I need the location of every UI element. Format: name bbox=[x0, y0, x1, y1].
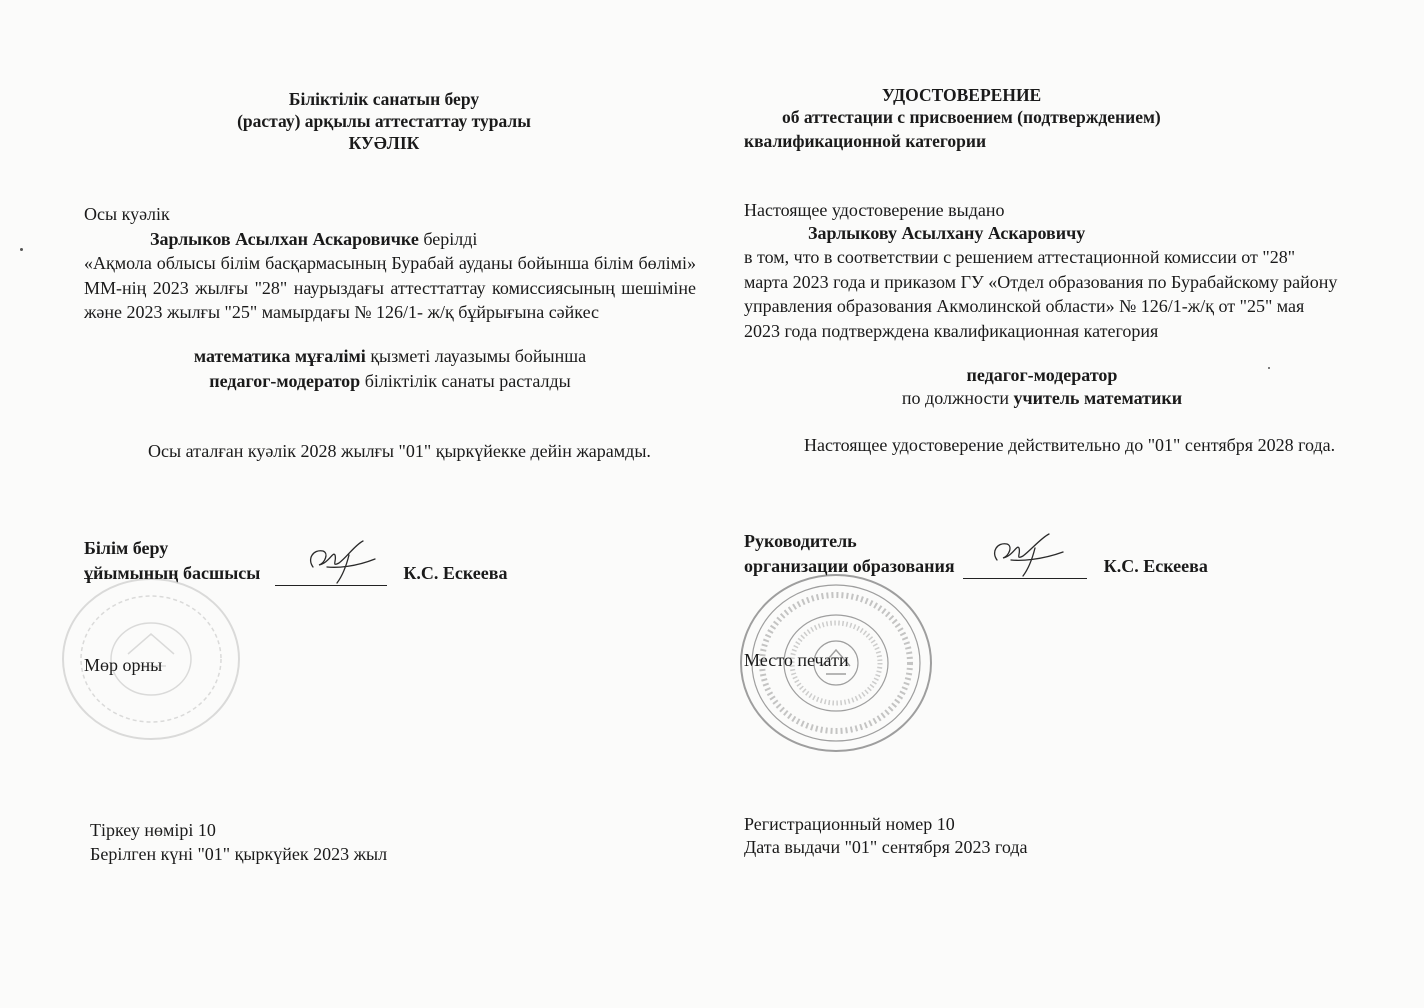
ru-signature-line bbox=[963, 554, 1087, 580]
kz-reg-number: Тіркеу нөмірі 10 bbox=[90, 820, 216, 840]
kz-signature-icon bbox=[303, 537, 379, 587]
ru-signer-title-line1: Руководитель bbox=[744, 531, 857, 551]
ru-body-text: в том, что в соответствии с решением аттестационной комиссии от "28" марта 2023 года и приказом ГУ «Отдел образования по Бурабайскому району управления образования Акмолинской области» № 126/1-ж/қ от "25" мая 2023 года подтверждена квалификационная категория bbox=[744, 247, 1338, 341]
ru-issue-date: Дата выдачи "01" сентября 2023 года bbox=[744, 837, 1028, 857]
kz-recipient bbox=[150, 227, 700, 252]
ru-category-bold: педагог-модератор bbox=[966, 365, 1118, 385]
kz-recipient-name: Зарлыков Асылхан Аскаровичке bbox=[150, 229, 419, 249]
ru-position bbox=[744, 386, 1340, 411]
kz-title-line3: КУӘЛІК bbox=[348, 133, 420, 153]
ru-validity: Настоящее удостоверение действительно до "01" сентября 2028 года. bbox=[804, 435, 1336, 455]
kz-position bbox=[84, 344, 696, 369]
faint-stamp-icon bbox=[58, 574, 244, 744]
kz-validity: Осы аталған куәлік 2028 жылғы "01" қыркүйекке дейін жарамды. bbox=[148, 441, 651, 461]
ru-recipient-name: Зарлыкову Асылхану Аскаровичу bbox=[808, 223, 1086, 243]
ru-title-line1: УДОСТОВЕРЕНИЕ bbox=[882, 85, 1042, 105]
kz-signer-title-line2: ұйымының басшысы bbox=[84, 562, 261, 583]
kz-intro: Осы куәлік bbox=[84, 204, 170, 224]
ru-signature-icon bbox=[985, 528, 1067, 580]
kz-seal-place: Мөр орны bbox=[84, 655, 163, 675]
kz-category bbox=[84, 369, 696, 394]
kz-title-line1: Біліктілік санатын беру bbox=[288, 89, 480, 109]
ru-position-prefix: по должности bbox=[901, 388, 1014, 408]
scan-speck bbox=[20, 248, 23, 251]
kz-signature-line bbox=[275, 561, 387, 587]
ru-seal-place: Место печати bbox=[744, 650, 849, 670]
kz-category-bold: педагог-модератор bbox=[209, 371, 361, 391]
kz-signer-name: К.С. Ескеева bbox=[403, 562, 508, 583]
ru-signer-title-line2: организации образования bbox=[744, 555, 955, 576]
kz-body-text: «Ақмола облысы білім басқармасының Бурабай ауданы бойынша білім бөлімі» ММ-нің 2023 жылғы "28" наурыздағы аттесттаттау комиссиясының шешіміне және 2023 жылғы "25" мамырдағы № 126/1- ж/қ бұйрығына сәйкес bbox=[84, 253, 696, 322]
kz-issue-date: Берілген күні "01" қыркүйек 2023 жыл bbox=[90, 844, 388, 864]
ru-reg-number: Регистрационный номер 10 bbox=[744, 814, 955, 834]
ru-position-bold: учитель математики bbox=[1013, 388, 1183, 408]
ru-signer-name: К.С. Ескеева bbox=[1103, 555, 1208, 576]
ru-title-line2: об аттестации с присвоением (подтверждением) bbox=[782, 107, 1161, 127]
ru-category bbox=[744, 363, 1340, 388]
ru-recipient bbox=[808, 221, 1085, 246]
kz-title bbox=[134, 88, 634, 154]
kz-signer-title-line1: Білім беру bbox=[84, 538, 169, 558]
kz-position-bold: математика мұғалімі bbox=[193, 346, 366, 366]
kz-position-suffix: қызметі лауазымы бойынша bbox=[365, 346, 587, 366]
ru-intro: Настоящее удостоверение выдано bbox=[744, 200, 1005, 220]
kz-title-line2: (растау) арқылы аттестаттау туралы bbox=[237, 111, 531, 131]
kz-recipient-suffix: берілді bbox=[418, 229, 478, 249]
ru-title-line3: квалификационной категории bbox=[744, 131, 987, 151]
kz-category-suffix: біліктілік санаты расталды bbox=[360, 371, 571, 391]
